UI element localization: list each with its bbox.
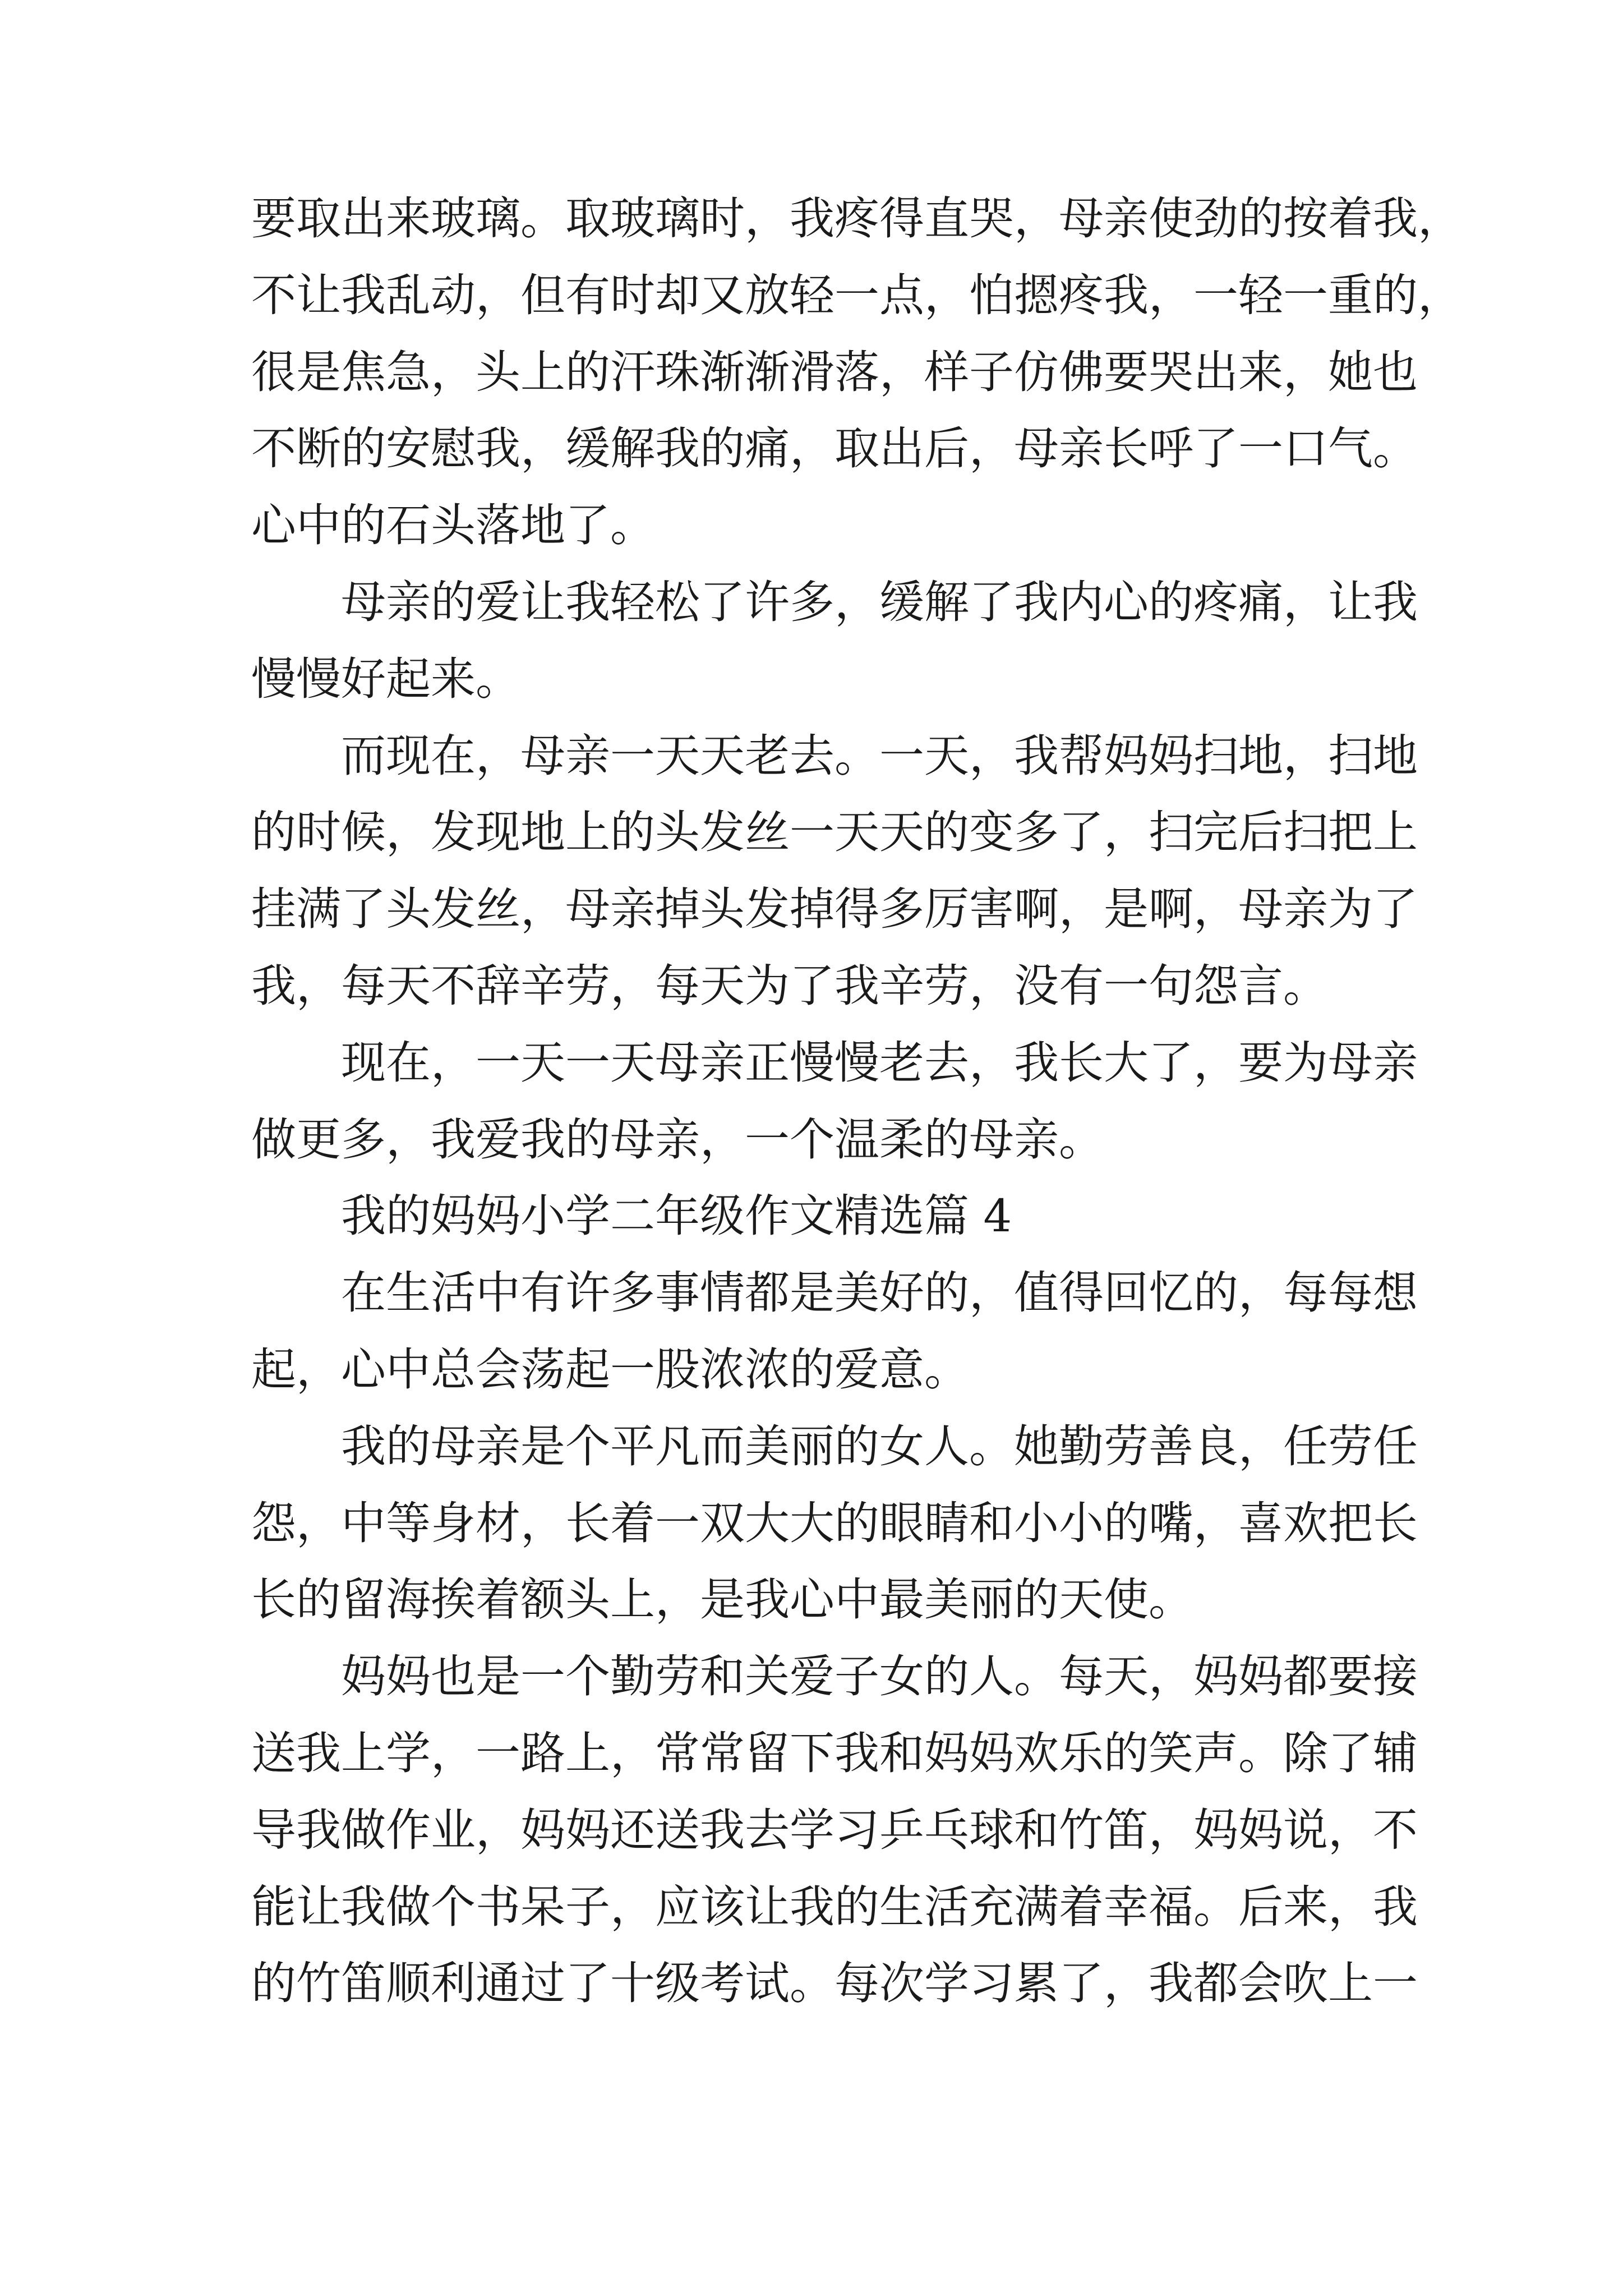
text-line: 挂满了头发丝，母亲掉头发掉得多厉害啊，是啊，母亲为了 <box>251 883 1418 936</box>
text-line: 导我做作业，妈妈还送我去学习乒乓球和竹笛，妈妈说，不 <box>251 1803 1418 1856</box>
text-line: 能让我做个书呆子，应该让我的生活充满着幸福。后来，我 <box>251 1880 1418 1933</box>
text-line: 现在，一天一天母亲正慢慢老去，我长大了，要为母亲 <box>341 1036 1418 1089</box>
text-line: 要取出来玻璃。取玻璃时，我疼得直哭，母亲使劲的按着我， <box>251 192 1463 245</box>
text-line: 的时候，发现地上的头发丝一天天的变多了，扫完后扫把上 <box>251 806 1418 859</box>
text-line: 我的母亲是个平凡而美丽的女人。她勤劳善良，任劳任 <box>341 1420 1418 1473</box>
text-line: 长的留海挨着额头上，是我心中最美丽的天使。 <box>251 1573 1193 1626</box>
text-line: 送我上学，一路上，常常留下我和妈妈欢乐的笑声。除了辅 <box>251 1727 1418 1779</box>
text-line: 母亲的爱让我轻松了许多，缓解了我内心的疼痛，让我 <box>341 576 1418 628</box>
document-body <box>251 181 1463 2022</box>
text-line: 在生活中有许多事情都是美好的，值得回忆的，每每想 <box>341 1267 1418 1319</box>
text-line: 妈妈也是一个勤劳和关爱子女的人。每天，妈妈都要接 <box>341 1650 1418 1703</box>
text-line: 我的妈妈小学二年级作文精选篇 4 <box>341 1190 1012 1243</box>
text-line: 很是焦急，头上的汗珠渐渐滑落，样子仿佛要哭出来，她也 <box>251 346 1418 398</box>
text-line: 慢慢好起来。 <box>251 652 520 705</box>
text-line: 怨，中等身材，长着一双大大的眼睛和小小的嘴，喜欢把长 <box>251 1497 1418 1549</box>
text-line: 起，心中总会荡起一股浓浓的爱意。 <box>251 1343 969 1396</box>
text-line: 的竹笛顺利通过了十级考试。每次学习累了，我都会吹上一 <box>251 1957 1418 2010</box>
text-line: 不断的安慰我，缓解我的痛，取出后，母亲长呼了一口气。 <box>251 422 1418 475</box>
text-line: 不让我乱动，但有时却又放轻一点，怕摁疼我，一轻一重的， <box>251 269 1463 321</box>
text-line: 做更多，我爱我的母亲，一个温柔的母亲。 <box>251 1113 1104 1166</box>
text-line: 而现在，母亲一天天老去。一天，我帮妈妈扫地，扫地 <box>341 729 1418 782</box>
text-line: 心中的石头落地了。 <box>251 499 655 552</box>
text-line: 我，每天不辞辛劳，每天为了我辛劳，没有一句怨言。 <box>251 959 1328 1012</box>
